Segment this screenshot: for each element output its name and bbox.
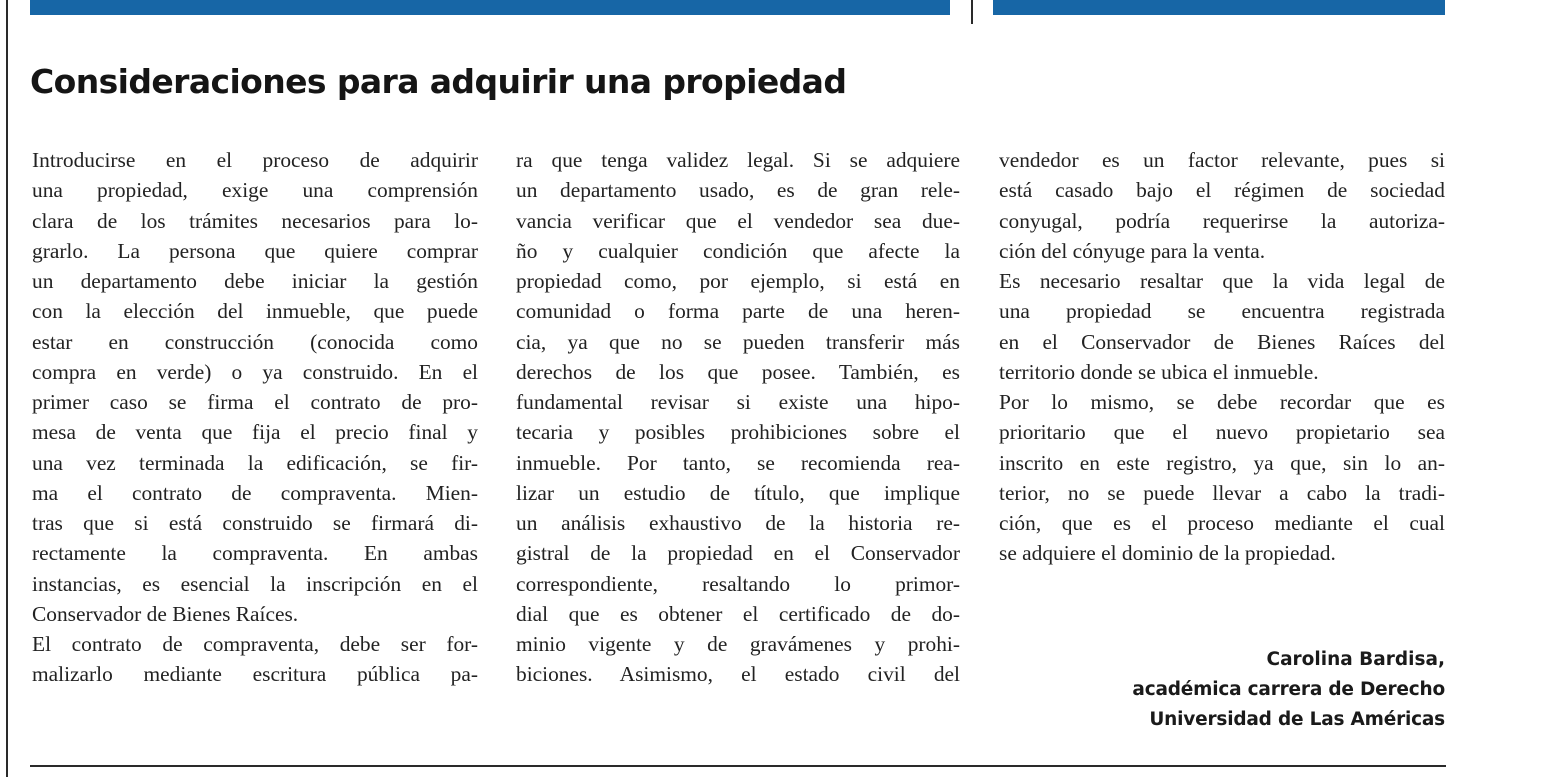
text-line: El contrato de compraventa, debe ser for- bbox=[32, 632, 478, 656]
text-line: comunidad o forma parte de una heren- bbox=[516, 299, 960, 324]
bottom-rule bbox=[30, 765, 1446, 767]
text-line: dial que es obtener el certificado de do- bbox=[516, 601, 960, 626]
text-line: derechos de los que posee. También, es bbox=[516, 359, 960, 384]
author-byline bbox=[1132, 645, 1445, 735]
text-line: estar en construcción (conocida como bbox=[32, 329, 478, 354]
text-line: una propiedad se encuentra registrada bbox=[999, 299, 1445, 324]
page-frame-left-border bbox=[6, 0, 8, 777]
text-line: en el Conservador de Bienes Raíces del bbox=[999, 329, 1445, 354]
text-line: una vez terminada la edificación, se fir- bbox=[32, 450, 478, 475]
text-line: un departamento debe iniciar la gestión bbox=[32, 269, 478, 293]
text-line: vendedor es un factor relevante, pues si bbox=[999, 148, 1445, 172]
text-line: Conservador de Bienes Raíces. bbox=[32, 601, 299, 626]
text-line: malizarlo mediante escritura pública pa- bbox=[32, 662, 478, 687]
text-line: Por lo mismo, se debe recordar que es bbox=[999, 390, 1445, 414]
text-line: compra en verde) o ya construido. En el bbox=[32, 359, 478, 384]
text-line: ción, que es el proceso mediante el cual bbox=[999, 511, 1445, 535]
author-name: Carolina Bardisa, bbox=[1266, 649, 1445, 670]
text-line: Introducirse en el proceso de adquirir bbox=[32, 148, 478, 172]
header-accent-bar-right bbox=[993, 0, 1445, 15]
text-line: tras que si está construido se firmará di- bbox=[32, 511, 478, 535]
text-line: fundamental revisar si existe una hipo- bbox=[516, 390, 960, 414]
header-divider bbox=[971, 0, 973, 24]
text-line: grarlo. La persona que quiere comprar bbox=[32, 238, 478, 263]
text-line: territorio donde se ubica el inmueble. bbox=[999, 359, 1319, 384]
text-line: vancia verificar que el vendedor sea due- bbox=[516, 208, 960, 233]
text-line: instancias, es esencial la inscripción en el bbox=[32, 571, 478, 596]
text-line: rectamente la compraventa. En ambas bbox=[32, 541, 478, 566]
text-line: clara de los trámites necesarios para lo- bbox=[32, 208, 478, 233]
text-line: propiedad como, por ejemplo, si está en bbox=[516, 269, 960, 293]
article-column-2 bbox=[516, 145, 960, 690]
text-line: conyugal, podría requerirse la autoriza- bbox=[999, 208, 1445, 233]
text-line: biciones. Asimismo, el estado civil del bbox=[516, 662, 960, 687]
text-line: se adquiere el dominio de la propiedad. bbox=[999, 541, 1336, 566]
text-line: un departamento usado, es de gran rele- bbox=[516, 178, 960, 203]
text-line: tecaria y posibles prohibiciones sobre el bbox=[516, 420, 960, 445]
text-line: minio vigente y de gravámenes y prohi- bbox=[516, 632, 960, 656]
text-line: gistral de la propiedad en el Conservador bbox=[516, 541, 960, 566]
article-column-3 bbox=[999, 145, 1445, 569]
text-line: ción del cónyuge para la venta. bbox=[999, 238, 1266, 263]
text-line: está casado bajo el régimen de sociedad bbox=[999, 178, 1445, 203]
author-organization: Universidad de Las Américas bbox=[1149, 709, 1445, 730]
author-role: académica carrera de Derecho bbox=[1132, 679, 1445, 700]
text-line: correspondiente, resaltando lo primor- bbox=[516, 571, 960, 596]
text-line: con la elección del inmueble, que puede bbox=[32, 299, 478, 324]
text-line: cia, ya que no se pueden transferir más bbox=[516, 329, 960, 354]
text-line: terior, no se puede llevar a cabo la tradi- bbox=[999, 480, 1445, 505]
text-line: inmueble. Por tanto, se recomienda rea- bbox=[516, 450, 960, 475]
text-line: ra que tenga validez legal. Si se adquiere bbox=[516, 148, 960, 172]
header-accent-bar-left bbox=[30, 0, 950, 15]
text-line: ño y cualquier condición que afecte la bbox=[516, 238, 960, 263]
text-line: lizar un estudio de título, que implique bbox=[516, 480, 960, 505]
text-line: un análisis exhaustivo de la historia re- bbox=[516, 511, 960, 535]
text-line: Es necesario resaltar que la vida legal de bbox=[999, 269, 1445, 293]
text-line: inscrito en este registro, ya que, sin lo an- bbox=[999, 450, 1445, 475]
article-column-1 bbox=[32, 145, 478, 690]
text-line: primer caso se firma el contrato de pro- bbox=[32, 390, 478, 414]
text-line: ma el contrato de compraventa. Mien- bbox=[32, 480, 478, 505]
text-line: prioritario que el nuevo propietario sea bbox=[999, 420, 1445, 445]
article-title: Consideraciones para adquirir una propiedad bbox=[30, 62, 847, 101]
text-line: mesa de venta que fija el precio final y bbox=[32, 420, 478, 445]
text-line: una propiedad, exige una comprensión bbox=[32, 178, 478, 203]
